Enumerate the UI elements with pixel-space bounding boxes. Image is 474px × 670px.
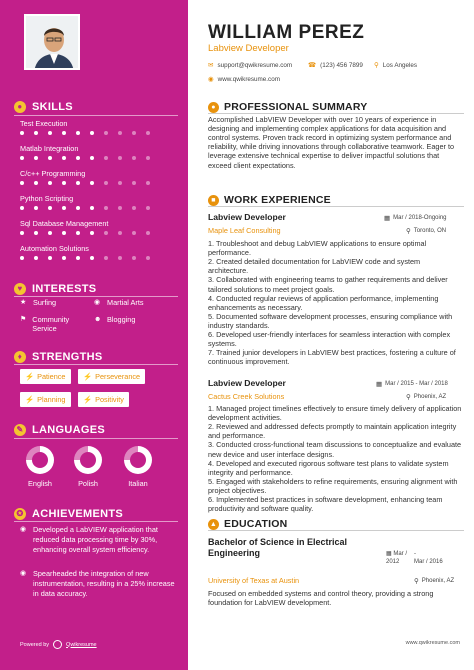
calendar-icon: ▦ (386, 551, 394, 557)
strengths-icon: ♦ (14, 351, 26, 363)
skill-level-dot (20, 181, 24, 185)
location-pin-icon: ⚲ (414, 578, 419, 585)
skill-level-dot (90, 181, 94, 185)
skill-level-dot (34, 231, 38, 235)
skill-level-dot (34, 181, 38, 185)
skill-level-dot (132, 156, 136, 160)
skill-name: Matlab Integration (20, 144, 79, 153)
globe-icon: ◉ (94, 299, 101, 306)
user-icon: ● (208, 102, 219, 113)
job-bullets (208, 239, 462, 367)
divider (14, 521, 178, 522)
skill-level-dot (76, 181, 80, 185)
interest-blogging: ☻ Blogging (94, 315, 136, 324)
bolt-icon: ⚡ (25, 395, 35, 404)
globe-icon: ◉ (20, 570, 27, 577)
list-item: 6. Developed user-friendly interfaces for seamless interaction with complex systems. (208, 330, 451, 349)
skill-level-dot (48, 231, 52, 235)
language-english: English (20, 446, 60, 488)
languages-icon: ✎ (14, 424, 26, 436)
briefcase-icon: ■ (208, 195, 219, 206)
skill-level-dot (34, 256, 38, 260)
degree-title: Bachelor of Science in Electrical Engineering (208, 537, 348, 558)
skill-name: C/c++ Programming (20, 169, 86, 178)
graduation-cap-icon: ▲ (209, 520, 218, 528)
skill-level-dot (48, 206, 52, 210)
list-item: 5. Engaged with stakeholders to refine requirements, ensuring alignment with project objectives. (208, 476, 458, 495)
job-location: ⚲ Toronto, ON (406, 228, 447, 235)
list-item: 2. Created detailed documentation for LabVIEW code and system architecture. (208, 257, 421, 276)
skill-level-dot (90, 131, 94, 135)
skill-name: Automation Solutions (20, 244, 89, 253)
language-level-ring (74, 446, 102, 474)
skill-item (20, 244, 180, 260)
avatar (24, 14, 80, 70)
skill-level-dot (20, 131, 24, 135)
skills-heading: ● SKILLS (14, 101, 73, 113)
languages-heading: ✎ LANGUAGES (14, 424, 105, 436)
skill-level-dot (20, 156, 24, 160)
skill-level-dots (20, 206, 180, 210)
skill-level-dots (20, 256, 180, 260)
skill-level-dot (48, 181, 52, 185)
skill-level-dot (34, 156, 38, 160)
list-item: 6. Implemented best practices in software development, enhancing team productivity and software quality. (208, 495, 443, 514)
skill-level-dot (104, 231, 108, 235)
list-item: 4. Conducted regular reviews of application performance, implementing enhancements as necessary. (208, 293, 439, 312)
interests-icon: ♥ (14, 283, 26, 295)
job-dates: ▦ Mar / 2015 - Mar / 2018 (376, 381, 448, 388)
job-role: Labview Developer (208, 378, 286, 388)
skill-level-dot (146, 256, 150, 260)
skill-level-dot (104, 256, 108, 260)
education-description: Focused on embedded systems and control theory, providing a strong foundation for LabVIEW development. (208, 589, 434, 608)
skill-level-dot (104, 156, 108, 160)
skill-level-dot (48, 131, 52, 135)
skill-level-dot (20, 231, 24, 235)
skill-level-dot (118, 181, 122, 185)
skill-level-dot (132, 256, 136, 260)
list-item: 1. Troubleshoot and debug LabVIEW applications to ensure optimal performance. (208, 239, 427, 258)
skill-level-dot (76, 231, 80, 235)
bolt-icon: ⚡ (83, 372, 93, 381)
contact-website[interactable]: ◉ www.qwikresume.com (208, 75, 280, 83)
divider (14, 364, 178, 365)
skill-level-dot (146, 181, 150, 185)
skill-level-dot (104, 131, 108, 135)
skill-level-dot (62, 206, 66, 210)
skill-name: Sql Database Management (20, 219, 109, 228)
summary-text: Accomplished LabVIEW Developer with over 10 years of experience in designing and implementing complex applications for data acquisition and control systems. Proven track record in optimizing system performance and reliability, while driving innovations through collaborative teamwork. Eager to leverage extensive technical expertise to deliver impactful solutions that exceed client expectations. (208, 115, 455, 170)
skill-item (20, 219, 180, 235)
skill-level-dot (48, 256, 52, 260)
language-polish: Polish (68, 446, 108, 488)
list-item: 3. Collaborated with engineering teams to gather requirements and deliver tailored solutions to meet project goals. (208, 275, 448, 294)
education-dates: ▦ Mar / 2012 (386, 551, 408, 566)
education-dates-end: - Mar / 2016 (414, 551, 443, 566)
skill-level-dot (146, 156, 150, 160)
skill-level-dots (20, 131, 180, 135)
skill-level-dot (90, 156, 94, 160)
strength-badge-patience: ⚡ Patience (20, 369, 71, 384)
skill-item (20, 169, 180, 185)
language-italian: Italian (118, 446, 158, 488)
divider (208, 530, 464, 531)
skill-level-dot (62, 256, 66, 260)
calendar-icon: ▦ (384, 215, 391, 222)
interest-martial-arts: ◉ Martial Arts (94, 298, 144, 307)
skill-level-dot (104, 206, 108, 210)
trophy-icon: ✪ (14, 508, 26, 520)
divider (208, 206, 464, 207)
strength-badge-positivity: ⚡ Positivity (78, 392, 129, 407)
bolt-icon: ⚡ (83, 395, 93, 404)
flag-icon: ⚑ (20, 316, 27, 323)
strengths-heading: ♦ STRENGTHS (14, 351, 103, 363)
skill-level-dot (34, 131, 38, 135)
list-item: 3. Conducted cross-functional team discussions to conceptualize and evaluate new device and user interface designs. (208, 440, 462, 459)
interest-community-service: ⚑ Community Service (20, 315, 70, 334)
mail-icon: ✉ (208, 62, 214, 69)
job-location: ⚲ Phoenix, AZ (406, 394, 447, 401)
brand-link[interactable]: Qwikresume (66, 641, 97, 648)
location-pin-icon: ⚲ (406, 394, 411, 401)
job-company: Cactus Creek Solutions (208, 392, 285, 401)
strength-badge-perseverance: ⚡ Perseverance (78, 369, 145, 384)
skill-level-dot (76, 156, 80, 160)
skill-level-dot (62, 181, 66, 185)
skill-name: Test Execution (20, 119, 68, 128)
qwikresume-logo-icon (53, 640, 62, 649)
skill-level-dot (132, 231, 136, 235)
skill-level-dot (62, 156, 66, 160)
skill-level-dot (34, 206, 38, 210)
skill-level-dot (118, 131, 122, 135)
location-pin-icon: ⚲ (406, 228, 411, 235)
candidate-name: WILLIAM PEREZ (208, 22, 365, 43)
language-level-ring (124, 446, 152, 474)
job-bullets (208, 404, 462, 513)
globe-icon: ◉ (208, 76, 214, 83)
users-icon: ☻ (94, 316, 102, 323)
skill-level-dot (20, 206, 24, 210)
job-dates: ▦ Mar / 2018-Ongoing (384, 215, 447, 222)
skill-level-dot (76, 131, 80, 135)
footer-url[interactable]: www.qwikresume.com (405, 640, 460, 646)
strength-badge-planning: ⚡ Planning (20, 392, 71, 407)
skill-level-dot (132, 181, 136, 185)
divider (14, 296, 178, 297)
skill-level-dot (118, 231, 122, 235)
powered-by: Powered by Qwikresume (20, 641, 97, 648)
work-experience-heading: ■ WORK EXPERIENCE (208, 194, 331, 206)
skill-level-dot (118, 156, 122, 160)
skill-level-dot (132, 206, 136, 210)
contact-email[interactable]: ✉ support@qwikresume.com (208, 61, 293, 69)
skill-level-dot (20, 256, 24, 260)
job-company: Maple Leaf Consulting (208, 226, 281, 235)
school-name: University of Texas at Austin (208, 576, 300, 585)
skill-level-dots (20, 156, 180, 160)
divider (208, 113, 464, 114)
language-level-ring (26, 446, 54, 474)
skill-level-dot (90, 231, 94, 235)
skill-name: Python Scripting (20, 194, 74, 203)
achievement-item: ◉ Developed a LabVIEW application that reduced data processing time by 30%, enhancing overall system efficiency. (20, 525, 158, 554)
skill-level-dots (20, 181, 180, 185)
skill-level-dot (146, 206, 150, 210)
summary-heading: ● PROFESSIONAL SUMMARY (208, 101, 367, 113)
education-location: ⚲ Phoenix, AZ (414, 578, 455, 585)
skill-level-dot (118, 206, 122, 210)
sidebar (0, 0, 188, 670)
skill-level-dot (76, 256, 80, 260)
phone-icon: ☎ (308, 62, 317, 69)
skill-item (20, 194, 180, 210)
divider (14, 438, 178, 439)
location-pin-icon: ⚲ (374, 62, 379, 69)
job-role: Labview Developer (208, 212, 286, 222)
education-heading: ▲ EDUCATION (209, 518, 288, 530)
interest-surfing: ★ Surfing (20, 298, 57, 307)
list-item: 7. Trained junior developers in LabVIEW best practices, fostering a culture of continuous improvement. (208, 348, 456, 367)
contact-phone[interactable]: ☎ (123) 456 7899 (308, 61, 363, 69)
bolt-icon: ⚡ (25, 372, 35, 381)
skill-level-dot (48, 156, 52, 160)
skill-level-dot (132, 131, 136, 135)
skill-level-dot (90, 256, 94, 260)
skill-level-dot (104, 181, 108, 185)
achievement-item: ◉ Spearheaded the integration of new instrumentation, resulting in a 25% increase in data accuracy. (20, 569, 175, 598)
skill-level-dot (146, 131, 150, 135)
skill-item (20, 119, 180, 135)
skill-level-dot (76, 206, 80, 210)
skill-level-dot (146, 231, 150, 235)
main-content (188, 0, 474, 670)
list-item: 1. Managed project timelines effectively to ensure timely delivery of application development activities. (208, 404, 462, 423)
calendar-icon: ▦ (376, 381, 383, 388)
skill-level-dot (90, 206, 94, 210)
skill-item (20, 144, 180, 160)
skill-level-dots (20, 231, 180, 235)
candidate-title: Labview Developer (208, 43, 289, 54)
skill-level-dot (118, 256, 122, 260)
interests-heading: ♥ INTERESTS (14, 283, 96, 295)
list-item: 4. Developed and executed rigorous software test plans to validate system integrity and performance. (208, 458, 449, 477)
list-item: 5. Documented software development processes, ensuring compliance with industry standards. (208, 311, 453, 330)
globe-icon: ◉ (20, 526, 27, 533)
skill-level-dot (62, 131, 66, 135)
contact-location: ⚲ Los Angeles (374, 61, 418, 69)
skill-level-dot (62, 231, 66, 235)
list-item: 2. Reviewed and addressed defects promptly to maintain application integrity and performance. (208, 422, 457, 441)
profile-photo-icon (26, 16, 80, 70)
divider (14, 115, 178, 116)
skills-icon: ● (14, 101, 26, 113)
achievements-heading: ✪ ACHIEVEMENTS (14, 508, 123, 520)
star-icon: ★ (20, 299, 27, 306)
